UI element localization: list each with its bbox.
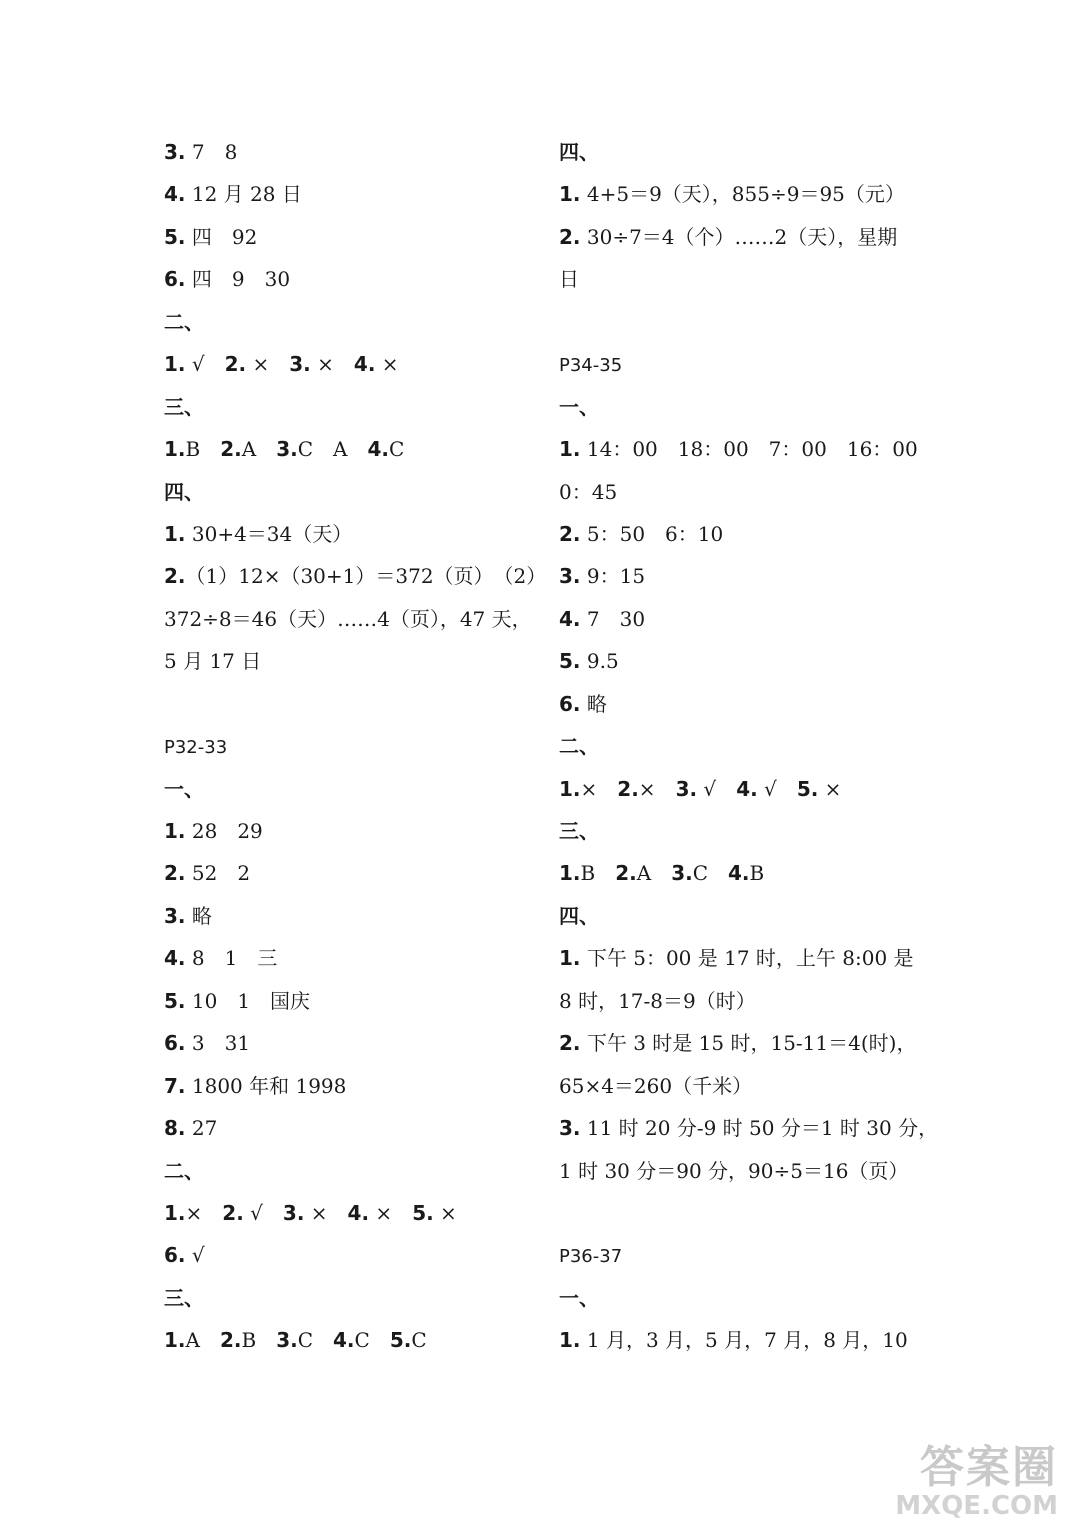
answer-number: 1.	[559, 1328, 581, 1353]
answer-text: √	[185, 352, 225, 377]
answer-text: √	[757, 776, 797, 801]
answer-number: 2.	[615, 861, 637, 886]
answer-text: C	[388, 437, 405, 462]
answer-text: 四 92	[185, 224, 258, 249]
answer-number: 5.	[412, 1200, 434, 1225]
answer-number: 1.	[559, 776, 581, 801]
section-heading	[559, 1277, 929, 1319]
answer-text: B	[580, 861, 616, 886]
answer-text: ×	[818, 776, 842, 801]
answer-text: 1 时 30 分＝90 分，90÷5＝16（页）	[559, 1158, 909, 1183]
answer-text: 略	[185, 903, 212, 928]
answer-line	[164, 640, 534, 682]
answer-text: 30÷7＝4（个）……2（天），星期	[580, 224, 898, 249]
answer-line	[559, 555, 929, 597]
answer-text: 28 29	[185, 819, 263, 843]
answer-number: 3.	[559, 1116, 581, 1141]
answer-number: 1.	[559, 946, 581, 971]
answer-text: A	[185, 1328, 220, 1353]
answer-text: ×	[310, 352, 354, 377]
section-label: 三、	[164, 394, 204, 419]
answer-text: ×	[185, 1200, 223, 1225]
section-heading	[164, 301, 534, 343]
answer-number: 2.	[224, 352, 247, 377]
answer-number: 1.	[559, 437, 581, 462]
answer-number: 3.	[675, 776, 698, 801]
answer-line	[164, 1107, 534, 1149]
section-heading	[164, 1150, 534, 1192]
answer-text: 日	[559, 267, 579, 292]
answer-number: 4.	[728, 861, 750, 886]
answer-line	[164, 258, 534, 300]
section-label: 二、	[559, 734, 599, 759]
answer-text: 下午 5：00 是 17 时，上午 8:00 是	[580, 946, 914, 971]
answer-number: 4.	[367, 437, 389, 462]
page-heading	[559, 1234, 929, 1276]
answer-text: ×	[375, 352, 399, 377]
answer-text: ×	[638, 776, 676, 801]
answer-number: 5.	[164, 988, 186, 1013]
answer-text: 372÷8＝46（天）……4（页），47 天，	[164, 606, 532, 631]
answer-text: C	[354, 1328, 390, 1353]
answer-line	[164, 937, 534, 979]
answer-number: 3.	[276, 437, 298, 462]
answer-line	[559, 937, 929, 979]
answer-number: 6.	[164, 267, 186, 292]
answer-number: 6.	[164, 1031, 186, 1056]
answer-text: 1 月，3 月，5 月，7 月，8 月，10	[580, 1328, 908, 1353]
answer-number: 2.	[164, 861, 186, 886]
answer-text: C A	[297, 437, 368, 462]
answer-number: 1.	[559, 182, 581, 207]
answer-number: 1.	[164, 437, 186, 462]
answer-line	[559, 980, 929, 1022]
answer-line	[559, 1107, 939, 1149]
answer-line	[164, 513, 534, 555]
answer-line	[164, 598, 534, 640]
answer-number: 1.	[559, 861, 581, 886]
answer-text: 8 时，17-8＝9（时）	[559, 988, 756, 1013]
answer-text: 11 时 20 分-9 时 50 分＝1 时 30 分，	[580, 1116, 939, 1141]
answer-text: 30+4＝34（天）	[185, 521, 353, 546]
page-heading	[164, 725, 534, 767]
answer-text: 9：15	[580, 564, 646, 589]
answer-text: （1）12×（30+1）＝372（页） （2）	[185, 564, 547, 589]
answer-number: 1.	[164, 521, 186, 546]
answer-text: ×	[369, 1200, 413, 1225]
answer-number: 4.	[164, 182, 186, 207]
answer-number: 3.	[671, 861, 693, 886]
answer-text: 9.5	[580, 649, 619, 674]
answer-number: 4.	[347, 1200, 370, 1225]
answer-line	[164, 555, 547, 597]
answer-text: B	[749, 861, 765, 886]
answer-number: 4.	[164, 946, 186, 971]
answer-line	[559, 852, 929, 894]
section-label: 一、	[164, 776, 204, 801]
answer-text: 四 9 30	[185, 267, 291, 292]
answer-number: 3.	[276, 1328, 298, 1353]
answer-number: 6.	[164, 1243, 186, 1268]
answer-text: 5：50 6：10	[580, 521, 724, 546]
answer-line	[164, 1065, 534, 1107]
answer-number: 1.	[164, 1200, 186, 1225]
answer-text: B	[241, 1328, 277, 1353]
answer-line	[559, 513, 929, 555]
answer-line	[164, 1319, 534, 1361]
answer-number: 3.	[282, 1200, 305, 1225]
answer-text: C	[297, 1328, 334, 1353]
answer-number: 5.	[559, 649, 581, 674]
section-label: 四、	[164, 479, 204, 504]
answer-line	[559, 683, 929, 725]
answer-text: 7 30	[580, 606, 646, 631]
answer-number: 3.	[289, 352, 311, 377]
answer-line	[559, 173, 929, 215]
answer-text: 5 月 17 日	[164, 649, 262, 674]
answer-line	[164, 895, 534, 937]
answer-number: 8.	[164, 1116, 186, 1141]
answer-line	[559, 1192, 929, 1234]
answer-line	[164, 173, 534, 215]
answer-number: 5.	[164, 224, 186, 249]
answer-text: ×	[246, 352, 290, 377]
answer-line	[164, 683, 534, 725]
answer-number: 6.	[559, 691, 581, 716]
answer-text: 12 月 28 日	[185, 182, 302, 207]
answer-number: 4.	[353, 352, 376, 377]
answer-line	[559, 1150, 929, 1192]
answer-text: A	[636, 861, 672, 886]
section-heading	[164, 768, 534, 810]
section-heading	[164, 386, 534, 428]
answer-line	[164, 810, 534, 852]
answer-line	[559, 598, 929, 640]
answer-line	[164, 852, 534, 894]
answer-text: √	[185, 1243, 205, 1268]
answer-text: 27	[185, 1116, 218, 1141]
answer-line	[559, 471, 929, 513]
answer-text: √	[697, 776, 737, 801]
answer-line	[559, 1022, 929, 1064]
answer-line	[559, 1319, 929, 1361]
section-label: 三、	[164, 1285, 204, 1310]
answer-line	[164, 131, 534, 173]
answer-text: A	[241, 437, 277, 462]
left-column	[164, 131, 547, 1362]
watermark-mark: 答案圈	[920, 1442, 1058, 1493]
answer-number: 3.	[164, 903, 186, 928]
answer-line	[164, 216, 534, 258]
answer-text: 3 31	[185, 1031, 251, 1056]
section-heading	[559, 131, 929, 173]
section-heading	[164, 471, 534, 513]
answer-number: 3.	[164, 140, 186, 164]
answer-line	[164, 980, 534, 1022]
answer-number: 2.	[222, 1200, 244, 1225]
answer-number: 4.	[736, 776, 758, 801]
section-heading	[559, 810, 929, 852]
answer-number: 2.	[164, 564, 186, 589]
page-heading	[559, 343, 929, 385]
answer-line	[164, 1022, 534, 1064]
section-label: 四、	[559, 140, 599, 164]
answer-text: 8 1 三	[185, 946, 278, 971]
answer-number: 1.	[164, 819, 186, 843]
answer-line	[164, 1234, 534, 1276]
section-label: 一、	[559, 394, 599, 419]
section-heading	[164, 1277, 534, 1319]
answer-number: 2.	[220, 437, 242, 462]
answer-text: B	[185, 437, 221, 462]
answer-line	[559, 428, 929, 470]
answer-number: 1.	[164, 352, 186, 377]
section-heading	[559, 895, 929, 937]
answer-text: 0：45	[559, 479, 618, 504]
answer-text: ×	[304, 1200, 348, 1225]
answer-number: 5.	[389, 1328, 412, 1353]
answer-text: 略	[580, 691, 607, 716]
section-heading	[559, 725, 929, 767]
section-label: 二、	[164, 309, 204, 334]
watermark-logo	[883, 1431, 1058, 1521]
right-column	[559, 131, 939, 1362]
answer-number: 2.	[559, 521, 581, 546]
section-label: 三、	[559, 819, 599, 843]
answer-text: C	[411, 1328, 427, 1353]
answer-text: C	[692, 861, 729, 886]
answer-line	[559, 258, 929, 300]
answer-line	[164, 343, 534, 385]
answer-text: 7 8	[185, 140, 238, 164]
answer-text: ×	[580, 776, 618, 801]
section-label: 一、	[559, 1285, 599, 1310]
section-heading	[559, 386, 929, 428]
answer-line	[164, 428, 534, 470]
answer-line	[559, 1065, 929, 1107]
answer-number: 5.	[796, 776, 819, 801]
answer-text: 52 2	[185, 861, 251, 886]
answer-number: 2.	[559, 1031, 581, 1056]
answer-number: 2.	[219, 1328, 242, 1353]
section-label: 四、	[559, 903, 599, 928]
answer-number: 3.	[559, 564, 581, 589]
answer-number: 4.	[559, 606, 581, 631]
answer-text: 10 1 国庆	[185, 988, 311, 1013]
answer-text: ×	[433, 1200, 457, 1225]
answer-number: 1.	[164, 1328, 186, 1353]
answer-text: 1800 年和 1998	[185, 1073, 347, 1098]
answer-text: √	[243, 1200, 283, 1225]
page-range: P34-35	[559, 355, 623, 377]
page-range: P32-33	[164, 737, 228, 759]
answer-number: 2.	[559, 224, 581, 249]
answer-text: 下午 3 时是 15 时，15-11＝4(时)，	[580, 1031, 917, 1056]
answer-line	[559, 216, 929, 258]
answer-number: 4.	[333, 1328, 355, 1353]
answer-text: 4+5＝9（天），855÷9＝95（元）	[580, 182, 905, 207]
section-label: 二、	[164, 1158, 204, 1183]
watermark-site: MXQE.COM	[895, 1491, 1058, 1521]
page-range: P36-37	[559, 1246, 623, 1268]
answer-text: 65×4＝260（千米）	[559, 1073, 753, 1098]
answer-line	[164, 1192, 534, 1234]
answer-line	[559, 640, 929, 682]
answer-text: 14：00 18：00 7：00 16：00	[580, 437, 918, 462]
answer-line	[559, 768, 929, 810]
answer-number: 7.	[164, 1073, 186, 1098]
answer-number: 2.	[617, 776, 639, 801]
answer-line	[559, 301, 929, 343]
